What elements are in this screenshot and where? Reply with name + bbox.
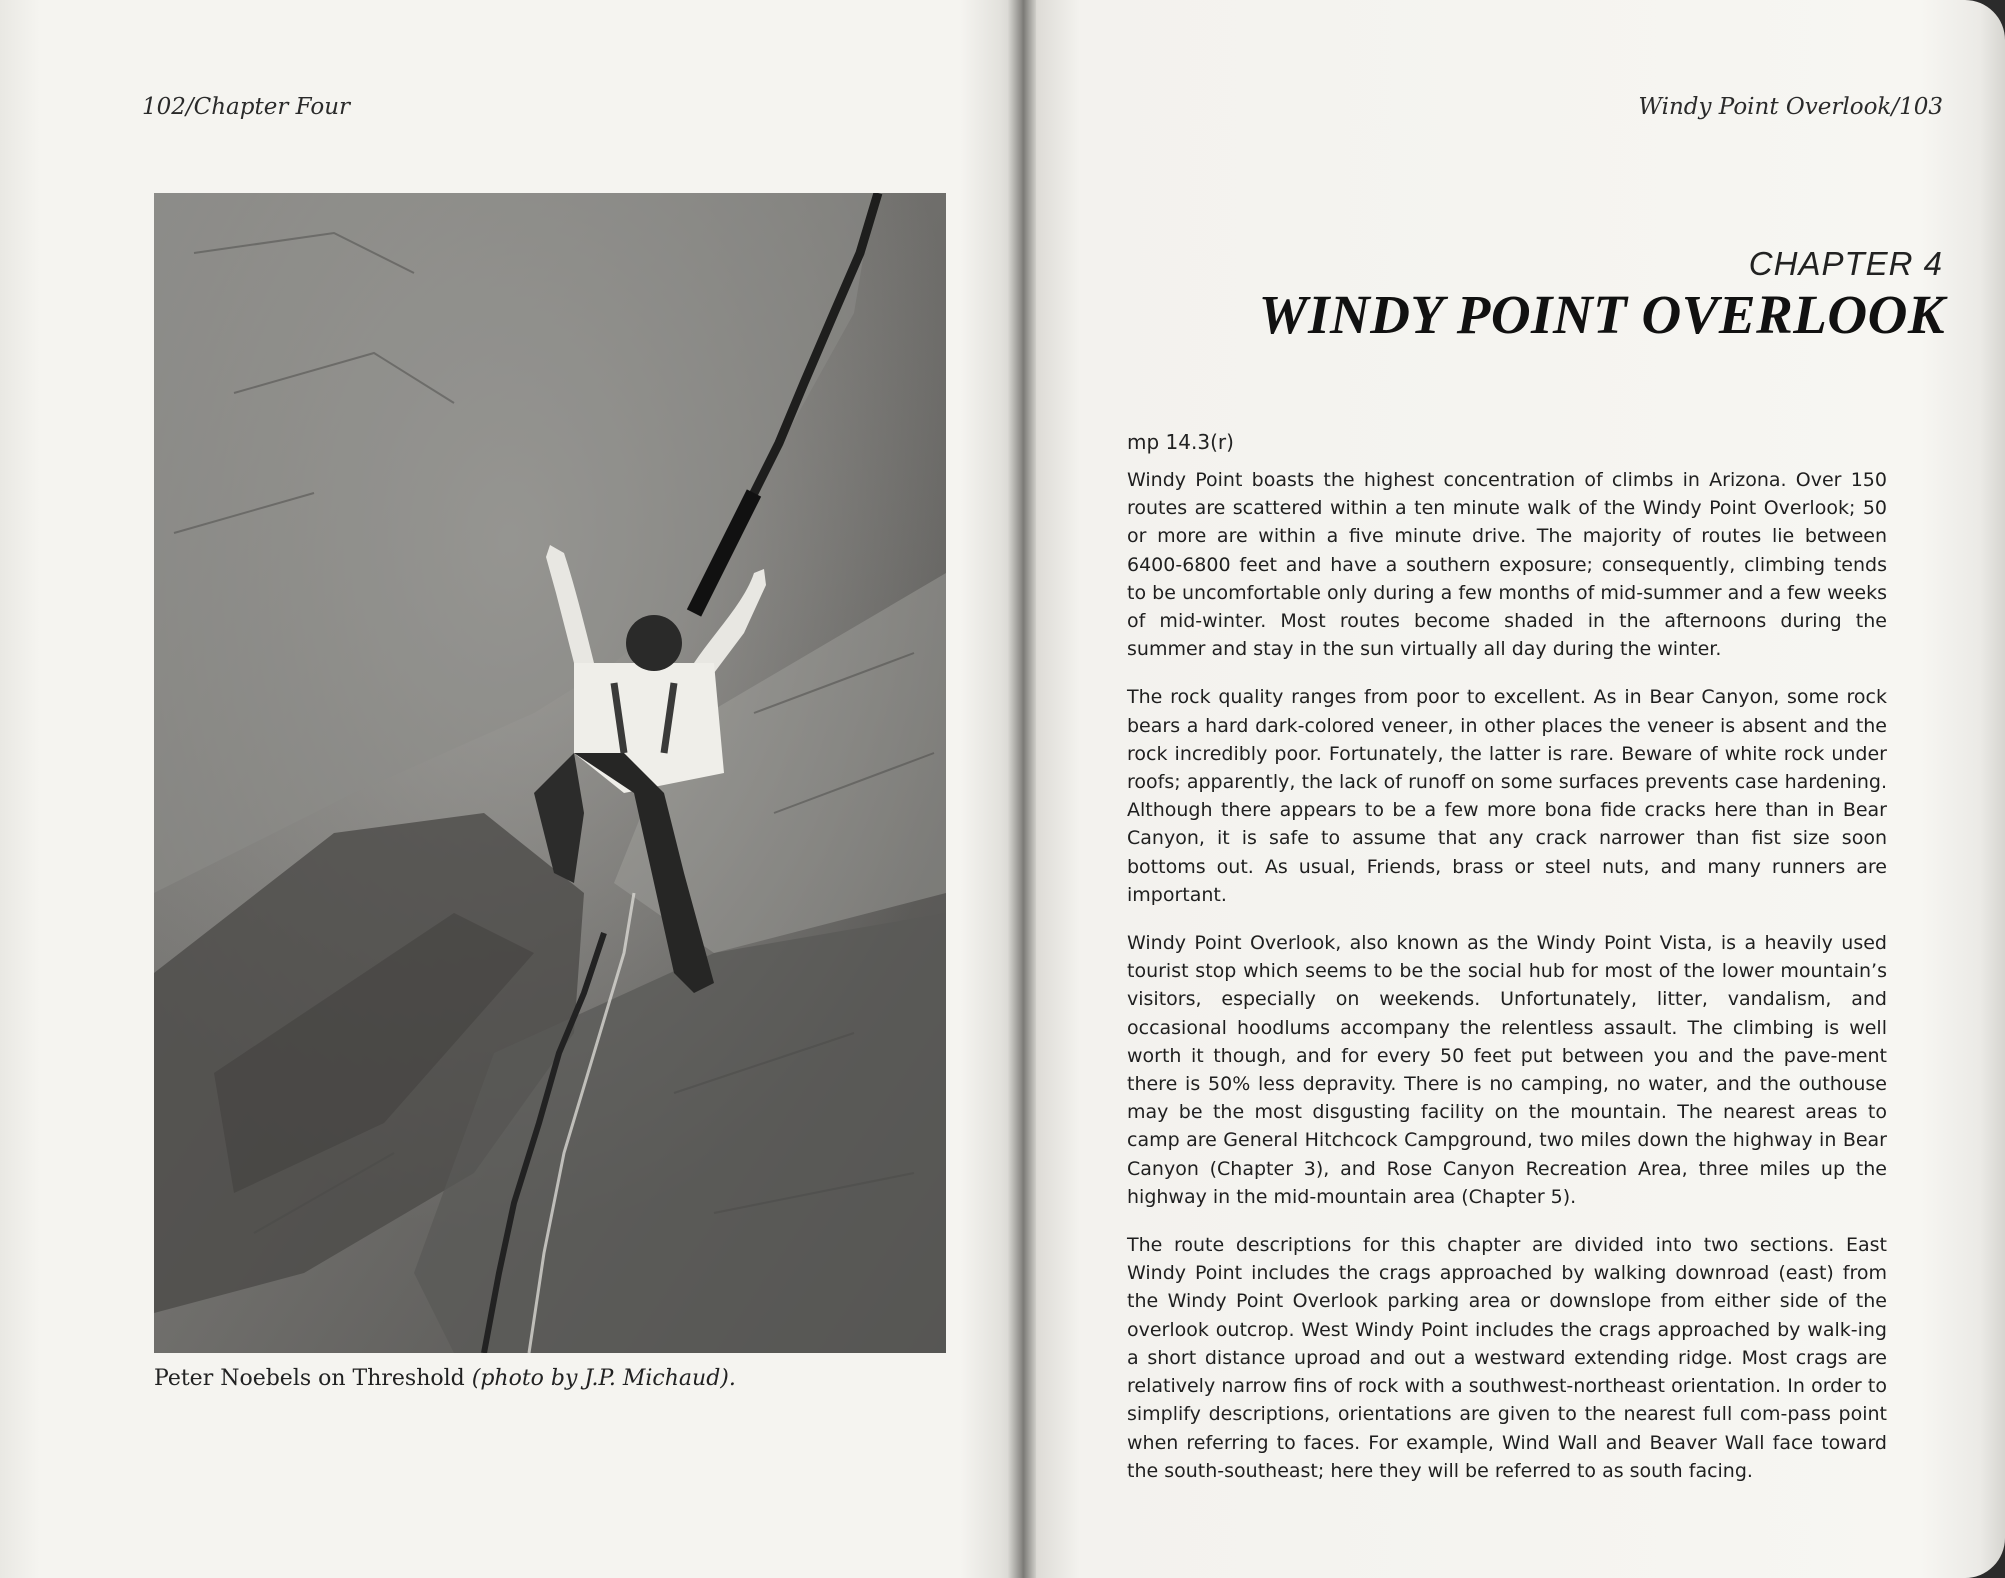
paragraph-3: Windy Point Overlook, also known as the Windy Point Vista, is a heavily used tourist stop which seems to be the social hub for most of the lower mountain’s visitors, especially on weekends. Unfortunately, litter, vandalism, and occasional hoodlums accompany the relentless assault. The climbing is well worth it though, and for every 50 feet put between you and the pave-ment there is 50% less depravity. There is no camping, no water, and the outhouse may be the most disgusting facility on the mountain. The nearest areas to camp are General Hitchcock Campground, two miles down the highway in Bear Canyon (Chapter 3), and Rose Canyon Recreation Area, three miles up the highway in the mid-mountain area (Chapter 5). [1127,932,1887,1208]
caption-credit: (photo by J.P. Michaud). [471,1366,736,1391]
right-running-head: Windy Point Overlook/103 [1638,94,1943,120]
photo-caption [154,1366,736,1391]
chapter-label: CHAPTER 4 [1748,245,1943,282]
paragraph-2: The rock quality ranges from poor to excellent. As in Bear Canyon, some rock bears a hard dark-colored veneer, in other places the veneer is absent and the rock incredibly poor. Fortunately, the latter is rare. Beware of white rock under roofs; apparently, the lack of runoff on some surfaces prevents case hardening. Although there appears to be a few more bona fide cracks here than in Bear Canyon, it is safe to assume that any crack narrower than fist size soon bottoms out. As usual, Friends, brass or steel nuts, and many runners are important. [1127,686,1887,906]
mile-post: mp 14.3(r) [1127,430,1234,454]
left-running-head: 102/Chapter Four [142,94,351,120]
chapter-body [1127,430,1887,1505]
caption-text: Peter Noebels on Threshold [154,1366,472,1391]
paragraph-4: The route descriptions for this chapter are divided into two sections. East Windy Point includes the crags approached by walking downroad (east) from the Windy Point Overlook parking area or downslope from either side of the overlook outcrop. West Windy Point includes the crags approached by walk-ing a short distance uproad and out a westward extending ridge. Most crags are relatively narrow fins of rock with a southwest-northeast orientation. In order to simplify descriptions, orientations are given to the nearest full com-pass point when referring to faces. For example, Wind Wall and Beaver Wall face toward the south-southeast; here they will be referred to as south facing. [1127,1234,1887,1482]
paragraph-1: Windy Point boasts the highest concentration of climbs in Arizona. Over 150 routes are scattered within a ten minute walk of the Windy Point Overlook; 50 or more are within a five minute drive. The majority of routes lie between 6400-6800 feet and have a southern exposure; consequently, climbing tends to be uncomfortable only during a few months of mid-summer and a few weeks of mid-winter. Most routes become shaded in the afternoons during the summer and stay in the sun virtually all day during the winter. [1127,469,1887,661]
book-gutter [1008,0,1036,1578]
climber-photo [154,193,946,1353]
chapter-title: WINDY POINT OVERLOOK [1258,284,1945,345]
